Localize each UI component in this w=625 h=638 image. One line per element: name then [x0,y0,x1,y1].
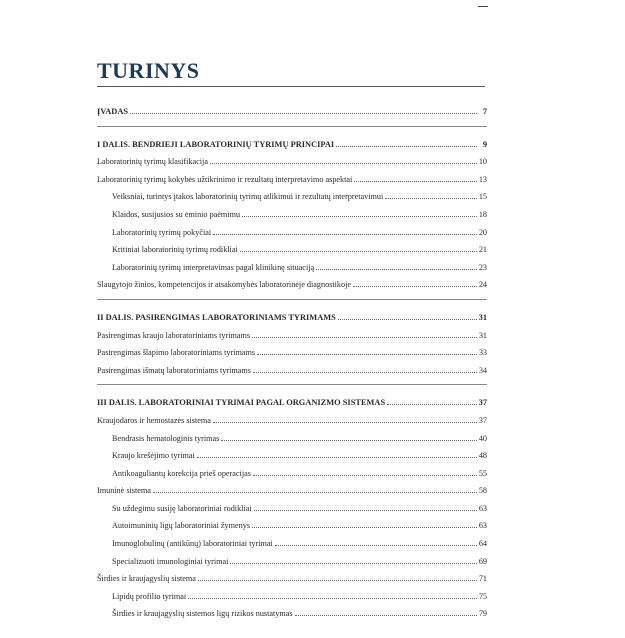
toc-entry [97,536,487,554]
toc-entry [97,483,487,501]
toc-entry-label: Širdies ir kraujagyslių sistema [97,574,196,584]
toc-page-number: 58 [478,486,487,496]
toc-entry [97,345,487,363]
toc-section [97,104,487,127]
dot-leader [253,365,477,373]
dot-leader [275,538,477,546]
toc-section [97,310,487,385]
table-of-contents [97,104,487,638]
dot-leader [252,520,477,528]
toc-page-number: 40 [478,433,487,443]
toc-part-heading [97,137,487,155]
dot-leader [254,503,477,511]
dot-leader [221,433,476,441]
toc-entry-label: Laboratorinių tyrimų interpretavimas pagal klinikinę situaciją [112,262,315,272]
toc-entry-label: Klaidos, susijusios su ėminio paėmimu [112,209,241,219]
toc-entry-label: Lipidų profilio tyrimai [112,591,187,601]
toc-page-number: 33 [478,348,487,358]
toc-page-number: 69 [478,556,487,566]
dot-leader [295,608,477,616]
toc-entry-label: Su uždegimu susiję laboratoriniai rodikliai [112,503,252,513]
toc-page-number: 37 [478,415,487,425]
dot-leader [242,209,477,217]
toc-entry [97,448,487,466]
toc-part-heading [97,310,487,328]
toc-page-number: 37 [478,398,487,408]
toc-entry-label: Autoimuninių ligų laboratoriniai žymenys [112,521,251,531]
dot-leader [257,347,477,355]
toc-entry-label: Slaugytojo žinios, kompetencijos ir atsakomybės laboratorinėje diagnostikoje [97,280,351,290]
dot-leader [387,397,476,405]
toc-entry [97,260,487,278]
toc-page-number: 31 [478,312,487,322]
toc-entry-label: Kraujo krešėjimo tyrimai [112,451,195,461]
toc-entry [97,431,487,449]
toc-entry [97,172,487,190]
dot-leader [253,468,477,476]
toc-page-number: 75 [478,591,487,601]
dot-leader [213,415,477,423]
toc-page-number: 13 [478,174,487,184]
toc-page-number: 79 [478,609,487,619]
toc-page-number: 63 [478,503,487,513]
toc-entry [97,242,487,260]
dot-leader [338,312,477,320]
toc-entry-label: Antikoaguliantų korekcija prieš operacijas [112,468,251,478]
toc-entry [97,363,487,381]
toc-section [97,137,487,300]
dot-leader [197,450,477,458]
toc-entry-label: Kritiniai laboratorinių tyrimų rodikliai [112,245,238,255]
dot-leader [210,156,477,164]
toc-entry [97,154,487,172]
toc-entry-label: Veiksniai, turintys įtakos laboratorinių tyrimų atlikimui ir rezultatų interpretavimui [112,192,384,202]
dot-leader [336,139,477,147]
page-title: TURINYS [97,58,200,83]
toc-entry [97,554,487,572]
dot-leader [198,573,477,581]
toc-entry-label: Bendrasis hematologinis tyrimas [112,433,220,443]
dot-leader [240,244,477,252]
toc-section [97,395,487,628]
toc-page-number: 23 [478,262,487,272]
toc-entry-label: Kraujodaros ir hemostazės sistema [97,415,211,425]
toc-page-number: 64 [478,539,487,549]
toc-entry-label: Pasirengimas išmatų laboratoriniams tyrimams [97,365,251,375]
toc-entry [97,189,487,207]
toc-entry [97,501,487,519]
toc-entry [97,606,487,624]
title-rule [97,86,485,87]
dot-leader [385,191,477,199]
toc-entry-label: Imunoglobulinų (antikūnų) laboratoriniai tyrimai [112,539,273,549]
toc-page-number: 63 [478,521,487,531]
toc-entry-label: II DALIS. PASIRENGIMAS LABORATORINIAMS TYRIMAMS [97,312,336,322]
toc-page-number: 24 [478,280,487,290]
toc-entry-label: Pasirengimas šlapimo laboratoriniams tyrimams [97,348,256,358]
toc-page-number: 7 [482,107,487,116]
toc-entry-label: Pasirengimas kraujo laboratoriniams tyrimams [97,330,251,340]
toc-page-number: 71 [478,574,487,584]
toc-entry [97,207,487,225]
page-edge-mark [478,6,488,7]
toc-entry [97,413,487,431]
toc-page-number: 15 [478,192,487,202]
toc-entry-label: III DALIS. LABORATORINIAI TYRIMAI PAGAL ORGANIZMO SISTEMAS [97,398,386,408]
toc-page-number: 21 [478,245,487,255]
toc-entry-label: Specializuoti imunologiniai tyrimai [112,556,229,566]
toc-entry-label: Laboratorinių tyrimų klasifikacija [97,157,208,167]
toc-entry [97,328,487,346]
toc-entry [97,466,487,484]
dot-leader [130,106,477,114]
dot-leader [213,227,477,235]
dot-leader [252,330,477,338]
dot-leader [153,485,477,493]
dot-leader [354,174,476,182]
toc-page-number: 55 [478,468,487,478]
toc-entry-label: Laboratorinių tyrimų kokybės užtikrinimo ir rezultatų interpretavimo aspektai [97,174,353,184]
toc-entry-label: I DALIS. BENDRIEJI LABORATORINIŲ TYRIMŲ PRINCIPAI [97,139,335,149]
dot-leader [230,556,476,564]
toc-page-number: 20 [478,227,487,237]
toc-part-heading [97,104,487,122]
toc-page-number: 34 [478,365,487,375]
toc-page-number: 10 [478,157,487,167]
toc-entry [97,589,487,607]
toc-page-number: 48 [478,451,487,461]
toc-page-number: 18 [478,209,487,219]
toc-page-number: 9 [482,139,487,149]
toc-entry [97,277,487,295]
toc-entry-label: ĮVADAS [97,107,129,116]
dot-leader [188,591,477,599]
dot-leader [316,262,477,270]
toc-page-number: 31 [478,330,487,340]
toc-entry [97,571,487,589]
toc-entry-label: Imuninė sistema [97,486,151,496]
toc-entry-label: Laboratorinių tyrimų pokyčiai [112,227,212,237]
toc-entry [97,518,487,536]
toc-part-heading [97,395,487,413]
toc-entry [97,225,487,243]
dot-leader [353,279,477,287]
toc-entry-label: Širdies ir kraujagyslių sistemos ligų rizikos nustatymas [112,609,293,619]
